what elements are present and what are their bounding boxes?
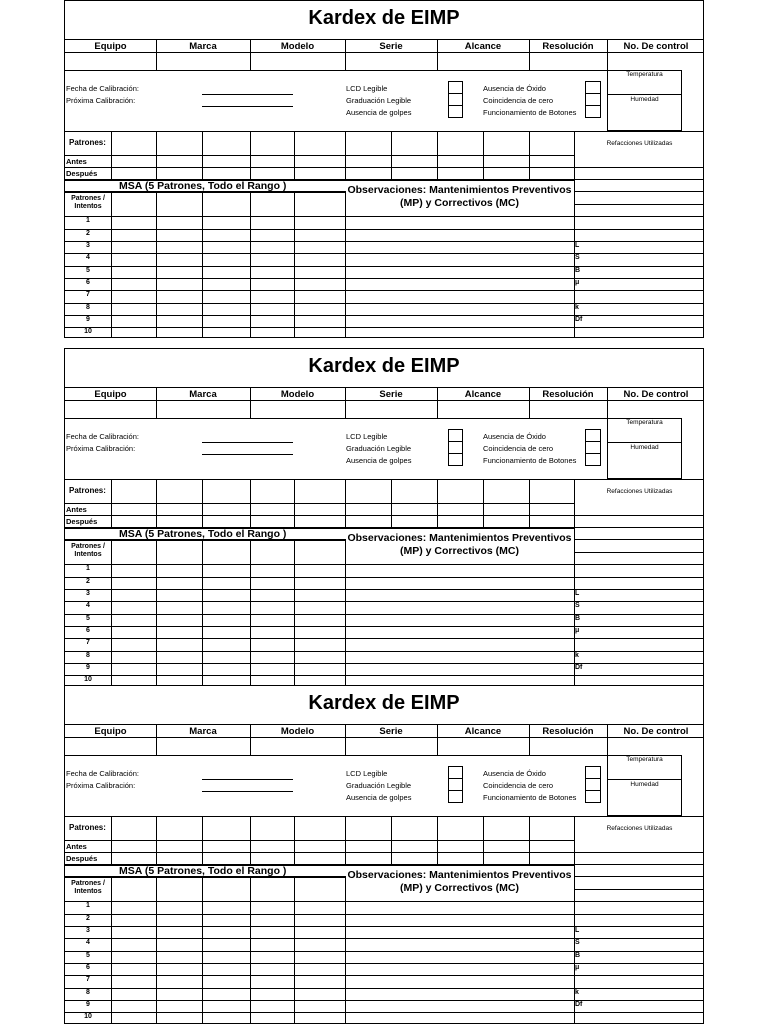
date-underline bbox=[202, 454, 293, 455]
grid-line bbox=[156, 39, 157, 70]
stat-label: B bbox=[575, 951, 581, 959]
grid-line bbox=[156, 724, 157, 755]
row-number: 8 bbox=[86, 989, 90, 996]
grid-line bbox=[65, 975, 574, 976]
column-header: No. De control bbox=[623, 726, 689, 737]
grid-line bbox=[437, 131, 438, 179]
row-number: 3 bbox=[86, 242, 90, 249]
msa-title: MSA (5 Patrones, Todo el Rango ) bbox=[119, 180, 287, 192]
grid-line bbox=[65, 1000, 574, 1001]
column-header: Equipo bbox=[94, 389, 127, 400]
temperatura-label: Temperatura bbox=[626, 71, 663, 78]
grid-line bbox=[574, 876, 704, 877]
calibration-date-label: Fecha de Calibración: bbox=[66, 84, 139, 93]
stat-label: S bbox=[575, 602, 580, 610]
patrones-label: Patrones: bbox=[69, 138, 106, 147]
grid-line bbox=[65, 400, 704, 401]
check-label: LCD Legible bbox=[346, 432, 388, 441]
grid-line bbox=[574, 663, 704, 664]
grid-line bbox=[574, 938, 704, 939]
form-title: Kardex de EIMP bbox=[308, 7, 460, 29]
column-header: Resolución bbox=[542, 389, 594, 400]
check-box bbox=[448, 105, 463, 118]
despues-label: Después bbox=[66, 517, 98, 526]
grid-line bbox=[574, 901, 704, 902]
grid-line bbox=[65, 626, 574, 627]
row-number: 8 bbox=[86, 304, 90, 311]
grid-line bbox=[65, 914, 574, 915]
temperatura-label: Temperatura bbox=[626, 419, 663, 426]
grid-line bbox=[345, 39, 346, 70]
grid-line bbox=[574, 914, 704, 915]
column-header: Alcance bbox=[464, 726, 502, 737]
msa-underline bbox=[65, 876, 345, 878]
humedad-label: Humedad bbox=[630, 96, 659, 103]
row-number: 2 bbox=[86, 230, 90, 237]
grid-line bbox=[529, 131, 530, 179]
row-number: 2 bbox=[86, 578, 90, 585]
grid-line bbox=[574, 241, 704, 242]
observaciones-title: Observaciones: Mantenimientos Preventivos (MP) y Correctivos (MC) bbox=[347, 532, 572, 557]
check-label: Graduación Legible bbox=[346, 96, 412, 105]
grid-line bbox=[574, 290, 704, 291]
grid-line bbox=[65, 167, 704, 168]
grid-line bbox=[65, 963, 574, 964]
grid-line bbox=[65, 1012, 574, 1013]
grid-line bbox=[391, 479, 392, 527]
row-number: 7 bbox=[86, 291, 90, 298]
date-underline bbox=[202, 442, 293, 443]
grid-line bbox=[65, 651, 574, 652]
grid-line bbox=[65, 278, 574, 279]
grid-line bbox=[574, 601, 704, 602]
grid-line bbox=[574, 651, 704, 652]
grid-line bbox=[65, 755, 607, 756]
column-header: No. De control bbox=[623, 389, 689, 400]
form-title: Kardex de EIMP bbox=[308, 355, 460, 377]
grid-line bbox=[250, 876, 251, 1024]
stat-label: μ bbox=[575, 963, 580, 971]
grid-line bbox=[607, 442, 682, 443]
grid-line bbox=[574, 253, 704, 254]
humedad-label: Humedad bbox=[630, 444, 659, 451]
patrones-label: Patrones: bbox=[69, 486, 106, 495]
column-header: Resolución bbox=[542, 41, 594, 52]
grid-line bbox=[65, 675, 574, 676]
grid-line bbox=[574, 216, 704, 217]
grid-line bbox=[65, 737, 704, 738]
next-calibration-label: Próxima Calibración: bbox=[66, 781, 136, 790]
grid-line bbox=[65, 290, 574, 291]
column-header: Modelo bbox=[280, 41, 315, 52]
row-number: 4 bbox=[86, 602, 90, 609]
date-underline bbox=[202, 94, 293, 95]
grid-line bbox=[574, 539, 704, 540]
calibration-date-label: Fecha de Calibración: bbox=[66, 769, 139, 778]
check-label: Coincidencia de cero bbox=[483, 444, 554, 453]
check-label: Graduación Legible bbox=[346, 444, 412, 453]
grid-line bbox=[574, 266, 704, 267]
column-header: Marca bbox=[189, 389, 217, 400]
despues-label: Después bbox=[66, 169, 98, 178]
observaciones-title: Observaciones: Mantenimientos Preventivos (MP) y Correctivos (MC) bbox=[347, 184, 572, 209]
row-number: 10 bbox=[84, 328, 92, 335]
grid-line bbox=[574, 1012, 704, 1013]
grid-line bbox=[574, 1000, 704, 1001]
grid-line bbox=[294, 816, 295, 864]
row-number: 5 bbox=[86, 952, 90, 959]
grid-line bbox=[345, 876, 346, 1024]
grid-line bbox=[294, 479, 295, 527]
check-label: Ausencia de golpes bbox=[346, 793, 412, 802]
grid-line bbox=[65, 253, 574, 254]
grid-line bbox=[574, 988, 704, 989]
stat-label: Df bbox=[575, 663, 583, 671]
check-label: Ausencia de Óxido bbox=[483, 84, 546, 93]
msa-title: MSA (5 Patrones, Todo el Rango ) bbox=[119, 528, 287, 540]
grid-line bbox=[437, 387, 438, 418]
grid-line bbox=[65, 229, 574, 230]
intentos-header: Patrones / Intentos bbox=[71, 880, 105, 895]
column-header: Serie bbox=[379, 726, 403, 737]
stat-label: B bbox=[575, 266, 581, 274]
grid-line bbox=[65, 840, 574, 841]
row-number: 7 bbox=[86, 976, 90, 983]
refacciones-label: Refacciones Utilizadas bbox=[606, 825, 673, 832]
kardex-form bbox=[64, 348, 704, 686]
grid-line bbox=[65, 155, 574, 156]
grid-line bbox=[574, 675, 704, 676]
grid-line bbox=[65, 131, 704, 132]
grid-line bbox=[65, 988, 574, 989]
antes-label: Antes bbox=[66, 505, 87, 514]
grid-line bbox=[65, 479, 704, 480]
grid-line bbox=[607, 779, 682, 780]
grid-line bbox=[574, 303, 704, 304]
grid-line bbox=[65, 266, 574, 267]
column-header: Equipo bbox=[94, 726, 127, 737]
grid-line bbox=[65, 614, 574, 615]
msa-title: MSA (5 Patrones, Todo el Rango ) bbox=[119, 865, 287, 877]
check-label: Graduación Legible bbox=[346, 781, 412, 790]
grid-line bbox=[437, 816, 438, 864]
check-label: Ausencia de golpes bbox=[346, 108, 412, 117]
grid-line bbox=[483, 479, 484, 527]
grid-line bbox=[574, 179, 704, 180]
grid-line bbox=[483, 131, 484, 179]
grid-line bbox=[250, 387, 251, 418]
patrones-label: Patrones: bbox=[69, 823, 106, 832]
stat-label: L bbox=[575, 927, 580, 934]
grid-line bbox=[574, 229, 704, 230]
stat-label: S bbox=[575, 254, 580, 262]
check-label: Funcionamiento de Botones bbox=[483, 108, 577, 117]
grid-line bbox=[65, 52, 704, 53]
grid-line bbox=[529, 387, 530, 418]
check-label: LCD Legible bbox=[346, 769, 388, 778]
grid-line bbox=[65, 926, 574, 927]
column-header: Modelo bbox=[280, 389, 315, 400]
row-number: 7 bbox=[86, 639, 90, 646]
grid-line bbox=[65, 70, 607, 71]
refacciones-label: Refacciones Utilizadas bbox=[606, 488, 673, 495]
observaciones-title: Observaciones: Mantenimientos Preventivos (MP) y Correctivos (MC) bbox=[347, 869, 572, 894]
grid-line bbox=[65, 503, 574, 504]
row-number: 5 bbox=[86, 267, 90, 274]
grid-line bbox=[574, 577, 704, 578]
grid-line bbox=[607, 39, 608, 70]
row-number: 5 bbox=[86, 615, 90, 622]
row-number: 2 bbox=[86, 915, 90, 922]
stat-label: k bbox=[575, 651, 579, 659]
check-box bbox=[448, 790, 463, 803]
grid-line bbox=[202, 816, 203, 864]
grid-line bbox=[345, 724, 346, 755]
grid-line bbox=[574, 191, 704, 192]
grid-line bbox=[111, 816, 112, 864]
column-header: Marca bbox=[189, 726, 217, 737]
grid-line bbox=[529, 816, 530, 864]
grid-line bbox=[607, 724, 608, 755]
stat-label: Df bbox=[575, 315, 583, 323]
grid-line bbox=[250, 39, 251, 70]
check-box bbox=[585, 453, 601, 466]
grid-line bbox=[156, 131, 157, 179]
grid-line bbox=[574, 963, 704, 964]
antes-label: Antes bbox=[66, 157, 87, 166]
grid-line bbox=[529, 39, 530, 70]
grid-line bbox=[574, 926, 704, 927]
refacciones-label: Refacciones Utilizadas bbox=[606, 140, 673, 147]
check-label: Funcionamiento de Botones bbox=[483, 793, 577, 802]
grid-line bbox=[250, 724, 251, 755]
despues-label: Después bbox=[66, 854, 98, 863]
grid-line bbox=[345, 816, 346, 864]
grid-line bbox=[65, 515, 704, 516]
check-label: LCD Legible bbox=[346, 84, 388, 93]
grid-line bbox=[574, 626, 704, 627]
row-number: 1 bbox=[86, 217, 90, 224]
grid-line bbox=[574, 552, 704, 553]
grid-line bbox=[437, 39, 438, 70]
row-number: 1 bbox=[86, 902, 90, 909]
grid-line bbox=[65, 724, 704, 725]
msa-underline bbox=[65, 539, 345, 541]
grid-line bbox=[202, 876, 203, 1024]
grid-line bbox=[345, 479, 346, 527]
grid-line bbox=[65, 601, 574, 602]
grid-line bbox=[607, 387, 608, 418]
grid-line bbox=[294, 131, 295, 179]
next-calibration-label: Próxima Calibración: bbox=[66, 96, 136, 105]
column-header: Marca bbox=[189, 41, 217, 52]
form-title: Kardex de EIMP bbox=[308, 692, 460, 714]
check-label: Ausencia de Óxido bbox=[483, 769, 546, 778]
grid-line bbox=[483, 816, 484, 864]
grid-line bbox=[574, 315, 704, 316]
row-number: 4 bbox=[86, 939, 90, 946]
grid-line bbox=[65, 938, 574, 939]
kardex-form bbox=[64, 0, 704, 338]
grid-line bbox=[574, 975, 704, 976]
grid-line bbox=[391, 131, 392, 179]
grid-line bbox=[574, 614, 704, 615]
check-box bbox=[585, 790, 601, 803]
grid-line bbox=[574, 564, 704, 565]
row-number: 10 bbox=[84, 1013, 92, 1020]
grid-line bbox=[529, 724, 530, 755]
check-label: Ausencia de golpes bbox=[346, 456, 412, 465]
check-label: Coincidencia de cero bbox=[483, 781, 554, 790]
column-header: Alcance bbox=[464, 389, 502, 400]
column-header: No. De control bbox=[623, 41, 689, 52]
grid-line bbox=[65, 241, 574, 242]
date-underline bbox=[202, 779, 293, 780]
stat-label: S bbox=[575, 939, 580, 947]
grid-line bbox=[65, 638, 574, 639]
stat-label: B bbox=[575, 614, 581, 622]
grid-line bbox=[574, 638, 704, 639]
date-underline bbox=[202, 791, 293, 792]
grid-line bbox=[65, 327, 574, 328]
grid-line bbox=[156, 876, 157, 1024]
column-header: Serie bbox=[379, 41, 403, 52]
grid-line bbox=[574, 327, 704, 328]
grid-line bbox=[607, 94, 682, 95]
grid-line bbox=[574, 589, 704, 590]
stat-label: μ bbox=[575, 278, 580, 286]
stat-label: k bbox=[575, 303, 579, 311]
antes-label: Antes bbox=[66, 842, 87, 851]
check-label: Funcionamiento de Botones bbox=[483, 456, 577, 465]
grid-line bbox=[65, 852, 704, 853]
grid-line bbox=[202, 479, 203, 527]
grid-line bbox=[250, 131, 251, 179]
row-number: 3 bbox=[86, 590, 90, 597]
stat-label: k bbox=[575, 988, 579, 996]
row-number: 9 bbox=[86, 1001, 90, 1008]
column-header: Resolución bbox=[542, 726, 594, 737]
row-number: 8 bbox=[86, 652, 90, 659]
row-number: 6 bbox=[86, 279, 90, 286]
grid-line bbox=[65, 589, 574, 590]
stat-label: L bbox=[575, 590, 580, 597]
msa-underline bbox=[65, 191, 345, 193]
grid-line bbox=[65, 387, 704, 388]
stat-label: μ bbox=[575, 626, 580, 634]
row-number: 1 bbox=[86, 565, 90, 572]
grid-line bbox=[529, 479, 530, 527]
grid-line bbox=[156, 816, 157, 864]
calibration-date-label: Fecha de Calibración: bbox=[66, 432, 139, 441]
grid-line bbox=[65, 418, 607, 419]
row-number: 9 bbox=[86, 316, 90, 323]
grid-line bbox=[65, 315, 574, 316]
row-number: 9 bbox=[86, 664, 90, 671]
kardex-form bbox=[64, 685, 704, 1024]
grid-line bbox=[65, 663, 574, 664]
stat-label: Df bbox=[575, 1000, 583, 1008]
next-calibration-label: Próxima Calibración: bbox=[66, 444, 136, 453]
grid-line bbox=[65, 816, 704, 817]
column-header: Modelo bbox=[280, 726, 315, 737]
grid-line bbox=[437, 724, 438, 755]
grid-line bbox=[156, 479, 157, 527]
grid-line bbox=[391, 816, 392, 864]
row-number: 6 bbox=[86, 964, 90, 971]
grid-line bbox=[202, 131, 203, 179]
column-header: Serie bbox=[379, 389, 403, 400]
grid-line bbox=[111, 131, 112, 179]
check-label: Ausencia de Óxido bbox=[483, 432, 546, 441]
stat-label: L bbox=[575, 242, 580, 249]
grid-line bbox=[574, 278, 704, 279]
grid-line bbox=[574, 951, 704, 952]
row-number: 6 bbox=[86, 627, 90, 634]
grid-line bbox=[250, 816, 251, 864]
grid-line bbox=[345, 387, 346, 418]
grid-line bbox=[65, 577, 574, 578]
grid-line bbox=[437, 479, 438, 527]
row-number: 3 bbox=[86, 927, 90, 934]
grid-line bbox=[111, 876, 112, 1024]
date-underline bbox=[202, 106, 293, 107]
temperatura-label: Temperatura bbox=[626, 756, 663, 763]
intentos-header: Patrones / Intentos bbox=[71, 195, 105, 210]
grid-line bbox=[574, 527, 704, 528]
humedad-label: Humedad bbox=[630, 781, 659, 788]
grid-line bbox=[65, 951, 574, 952]
grid-line bbox=[250, 479, 251, 527]
row-number: 4 bbox=[86, 254, 90, 261]
check-box bbox=[448, 453, 463, 466]
grid-line bbox=[111, 479, 112, 527]
grid-line bbox=[65, 39, 704, 40]
grid-line bbox=[156, 387, 157, 418]
grid-line bbox=[345, 131, 346, 179]
column-header: Alcance bbox=[464, 41, 502, 52]
grid-line bbox=[294, 876, 295, 1024]
check-label: Coincidencia de cero bbox=[483, 96, 554, 105]
grid-line bbox=[574, 889, 704, 890]
intentos-header: Patrones / Intentos bbox=[71, 543, 105, 558]
grid-line bbox=[574, 204, 704, 205]
grid-line bbox=[574, 864, 704, 865]
grid-line bbox=[65, 303, 574, 304]
column-header: Equipo bbox=[94, 41, 127, 52]
row-number: 10 bbox=[84, 676, 92, 683]
check-box bbox=[585, 105, 601, 118]
